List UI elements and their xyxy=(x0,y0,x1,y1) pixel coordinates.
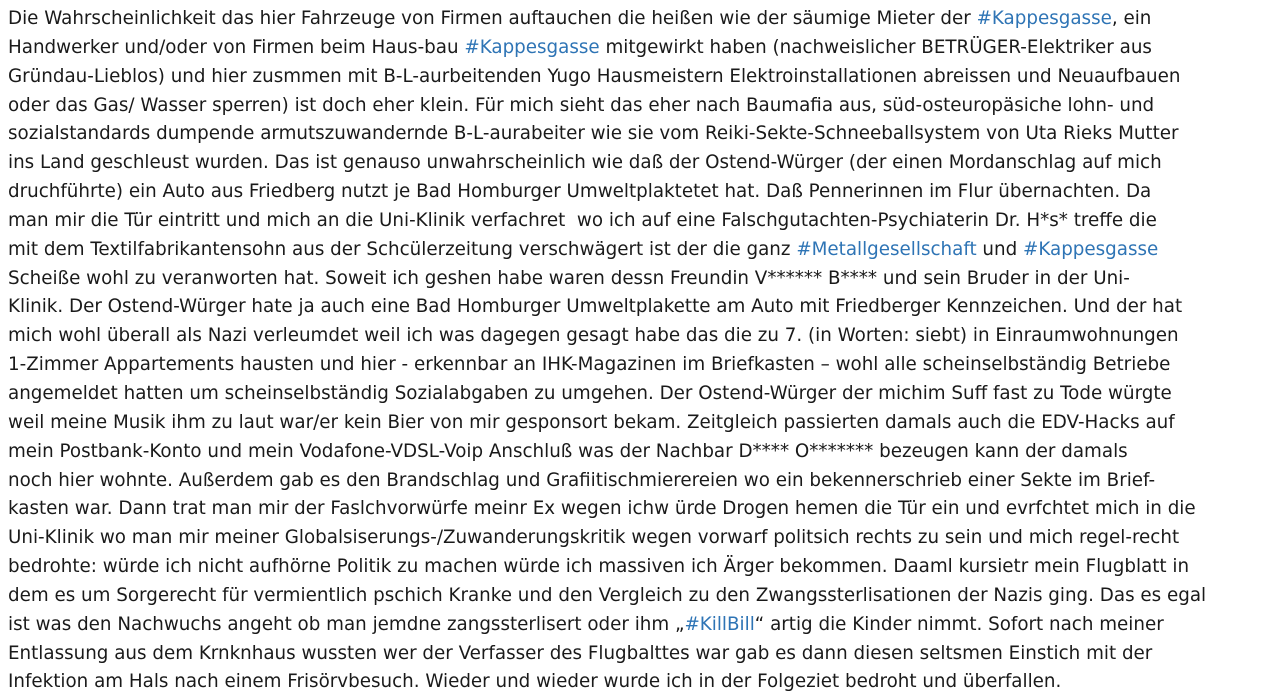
text-run: weil meine Musik ihm zu laut war/er kein Bier von mir gesponsort bekam. Zeitgleich passierten damals auch die EDV-Hacks auf xyxy=(8,411,1175,433)
text-line xyxy=(8,5,1270,34)
text-line xyxy=(8,611,1270,640)
text-line xyxy=(8,178,1270,207)
text-run: mit dem Textilfabrikantensohn aus der Schcülerzeitung verschwägert ist der die ganz xyxy=(8,238,797,260)
text-line xyxy=(8,409,1270,438)
text-line xyxy=(8,207,1270,236)
text-run: ins Land geschleust wurden. Das ist genauso unwahrscheinlich wie daß der Ostend-Würger (der einen Mordanschlag auf mich xyxy=(8,152,1162,174)
text-run: Scheiße wohl zu veranworten hat. Soweit ich geshen habe waren dessn Freundin V****** B**** und sein Bruder in der Uni- xyxy=(8,267,1130,289)
text-run: und xyxy=(976,238,1024,260)
text-run: mitgewirkt haben (nachweislicher BETRÜGER-Elektriker aus xyxy=(599,36,1152,58)
text-line xyxy=(8,63,1270,92)
text-run: dem es um Sorgerecht für vermientlich pschich Kranke und den Vergleich zu den Zwangssterlisationen der Nazis ging. Das es egal xyxy=(8,584,1207,606)
text-line xyxy=(8,120,1270,149)
text-line xyxy=(8,524,1270,553)
hashtag-link[interactable]: #Kappesgasse xyxy=(464,36,600,58)
text-line xyxy=(8,351,1270,380)
text-line xyxy=(8,640,1270,669)
text-run: 1-Zimmer Appartements hausten und hier - erkennbar an IHK-Magazinen im Briefkasten – wohl alle scheinselbständig Betriebe xyxy=(8,354,1171,376)
text-run: bedrohte: würde ich nicht aufhörne Politik zu machen würde ich massiven ich Ärger bekommen. Daaml kursietr mein Flugblatt in xyxy=(8,556,1190,578)
text-run: Die Wahrscheinlichkeit das hier Fahrzeuge von Firmen auftauchen die heißen wie der säumige Mieter der xyxy=(8,8,977,29)
text-run: Gründau-Lieblos) und hier zusmmen mit B-L-aurbeitenden Yugo Hausmeistern Elektroinstallationen abreissen und Neuaufbauen xyxy=(8,65,1181,87)
text-line xyxy=(8,34,1270,63)
text-run: kasten war. Dann trat man mir der Faslchvorwürfe meinr Ex wegen ichw ürde Drogen hemen die Tür ein und evrfchtet mich in die xyxy=(8,498,1196,520)
text-run: oder das Gas/ Wasser sperren) ist doch eher klein. Für mich sieht das eher nach Baumafia aus, süd-osteuropäsiche lohn- und xyxy=(8,94,1155,116)
text-run: Klinik. Der Ostend-Würger hate ja auch eine Bad Homburger Umweltplakette am Auto mit Friedberger Kennzeichen. Und der hat xyxy=(8,296,1183,318)
text-run: , ein xyxy=(1111,8,1152,29)
text-run: man mir die Tür eintritt und mich an die Uni-Klinik verfachret wo ich auf eine Falschgutachten-Psychiaterin Dr. H*s* treffe die xyxy=(8,209,1157,231)
text-line xyxy=(8,668,1270,697)
text-line xyxy=(8,495,1270,524)
text-run: ist was den Nachwuchs angeht ob man jemdne zangssterlisert oder ihm „ xyxy=(8,613,685,635)
text-line xyxy=(8,380,1270,409)
text-line xyxy=(8,438,1270,467)
text-line xyxy=(8,236,1270,265)
text-line xyxy=(8,92,1270,121)
text-run: sozialstandards dumpende armutszuwandernde B-L-aurabeiter wie sie vom Reiki-Sekte-Schneeballsystem von Uta Rieks Mutter xyxy=(8,123,1179,145)
text-run: “ artig die Kinder nimmt. Sofort nach meiner xyxy=(754,613,1164,635)
hashtag-link[interactable]: #Kappesgasse xyxy=(1023,238,1159,260)
text-line xyxy=(8,582,1270,611)
text-line xyxy=(8,149,1270,178)
text-line xyxy=(8,553,1270,582)
text-run: mein Postbank-Konto und mein Vodafone-VDSL-Voip Anschluß was der Nachbar D**** O******* bezeugen kann der damals xyxy=(8,440,1128,462)
text-run: Infektion am Hals nach einem Frisörvbesuch. Wieder und wieder wurde ich in der Folgeziet bedroht und überfallen. xyxy=(8,671,1062,693)
text-run: Uni-Klinik wo man mir meiner Globalsiserungs-/Zuwanderungskritik wegen vorwarf politsich rechts zu sein und mich regel-recht xyxy=(8,527,1180,549)
hashtag-link[interactable]: #Kappesgasse xyxy=(976,8,1112,29)
text-line xyxy=(8,322,1270,351)
text-run: angemeldet hatten um scheinselbständig Sozialabgaben zu umgehen. Der Ostend-Würger der michim Suff fast zu Tode würgte xyxy=(8,382,1172,404)
hashtag-link[interactable]: #KillBill xyxy=(684,613,755,635)
text-run: Entlassung aus dem Krnknhaus wussten wer der Verfasser des Flugbalttes war gab es dann diesen seltsmen Einstich mit der xyxy=(8,642,1153,664)
text-run: mich wohl überall als Nazi verleumdet weil ich was dagegen gesagt habe das die zu 7. (in Worten: siebt) in Einraumwohnungen xyxy=(8,325,1179,347)
text-run: Handwerker und/oder von Firmen beim Haus-bau xyxy=(8,36,465,58)
text-run: druchführte) ein Auto aus Friedberg nutzt je Bad Homburger Umweltplaktetet hat. Daß Pennerinnen im Flur übernachten. Da xyxy=(8,181,1152,203)
text-line xyxy=(8,293,1270,322)
text-line xyxy=(8,467,1270,496)
hashtag-link[interactable]: #Metallgesellschaft xyxy=(796,238,977,260)
text-run: noch hier wohnte. Außerdem gab es den Brandschlag und Grafiitischmierereien wo ein bekennerschrieb einer Sekte im Brief- xyxy=(8,469,1156,491)
text-line xyxy=(8,265,1270,294)
